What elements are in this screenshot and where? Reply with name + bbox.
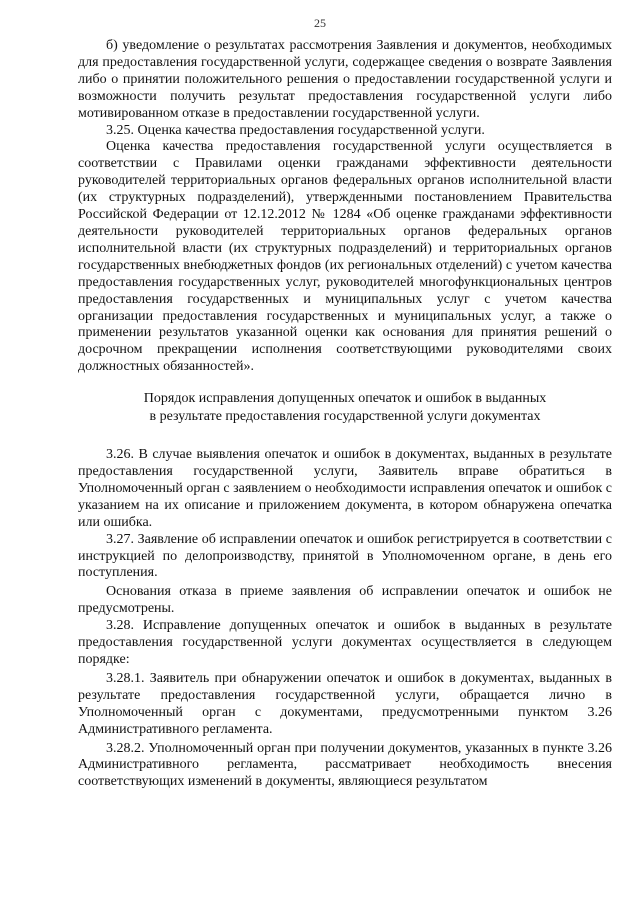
- paragraph-3-28-1: 3.28.1. Заявитель при обнаружении опечаток и ошибок в документах, выданных в результате предоставления государственной услуги, обращается лично в Уполномоченный орган с документами, предусмотренными пунктом 3.26 Административного регламента.: [78, 670, 612, 737]
- paragraph-3-25-title: 3.25. Оценка качества предоставления государственной услуги.: [106, 122, 485, 138]
- paragraph-quality-assessment: Оценка качества предоставления государственной услуги осуществляется в соответствии с Правилами оценки гражданами эффективности деятельности руководителей территориальных органов федеральных органов исполнительной власти (их структурных подразделений), утвержденными постановлением Правительства Российской Федерации от 12.12.2012 № 1284 «Об оценке гражданами эффективности деятельности руководителей территориальных органов федеральных органов исполнительной власти (их структурных подразделений) и территориальных органов государственных внебюджетных фондов (их региональных отделений) с учетом качества предоставления государственных услуг, руководителей многофункциональных центров предоставления государственных и муниципальных услуг с учетом качества организации предоставления государственных и муниципальных услуг, а также о применении результатов указанной оценки как основания для принятия решений о досрочном прекращении исполнения соответствующими руководителями своих должностных обязанностей».: [78, 139, 612, 375]
- section-heading: [78, 390, 612, 425]
- page-number: 25: [314, 16, 326, 30]
- section-heading-line-1: Порядок исправления допущенных опечаток и ошибок в выданных: [143, 391, 547, 407]
- paragraph-3-27: 3.27. Заявление об исправлении опечаток и ошибок регистрируется в соответствии с инструкцией по делопроизводству, принятой в Уполномоченном органе, в день его поступления.: [78, 531, 612, 581]
- paragraph-3-26: 3.26. В случае выявления опечаток и ошибок в документах, выданных в результате предоставления государственной услуги, Заявитель вправе обратиться в Уполномоченный орган с заявлением о необходимости исправления опечаток и ошибок с указанием на их описание и приложением документа, в котором обнаружена опечатка или ошибка.: [78, 447, 612, 530]
- paragraph-notification: б) уведомление о результатах рассмотрения Заявления и документов, необходимых для предоставления государственной услуги, содержащее сведения о возврате Заявления либо о принятии положительного решения о предоставлении государственной услуги и возможности получить результат предоставления государственной услуги либо мотивированном отказе в предоставлении государственной услуги.: [78, 38, 612, 121]
- paragraph-3-28-2: 3.28.2. Уполномоченный орган при получении документов, указанных в пункте 3.26 Административного регламента, рассматривает необходимость внесения соответствующих изменений в документы, являющиеся результатом: [78, 740, 612, 790]
- section-heading-line-2: в результате предоставления государственной услуги документах: [149, 408, 541, 424]
- paragraph-refusal-grounds: Основания отказа в приеме заявления об исправлении опечаток и ошибок не предусмотрены.: [78, 584, 612, 617]
- document-body: [78, 38, 612, 791]
- paragraph-3-28: 3.28. Исправление допущенных опечаток и ошибок в выданных в результате предоставления государственной услуги документах осуществляется в следующем порядке:: [78, 618, 612, 667]
